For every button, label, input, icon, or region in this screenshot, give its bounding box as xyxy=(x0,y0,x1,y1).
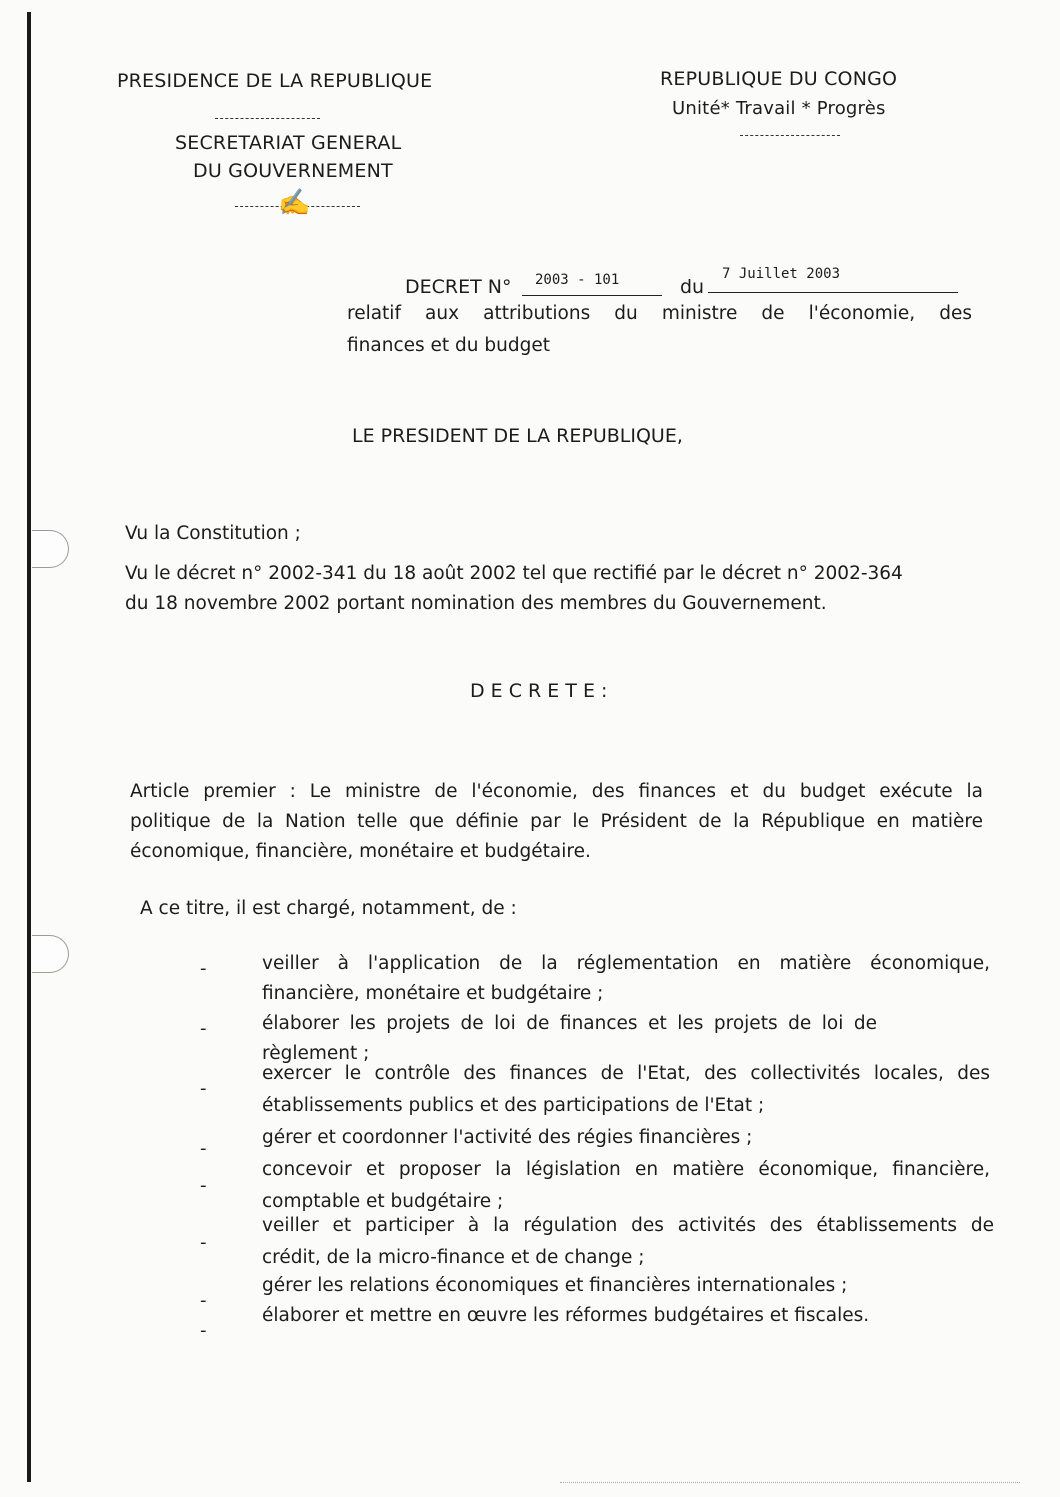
list-item-continued: règlement ; xyxy=(262,1043,370,1064)
header-devise: Unité* Travail * Progrès xyxy=(672,98,886,119)
bullet-marker: - xyxy=(200,958,207,979)
decree-du: du xyxy=(680,276,705,298)
visa-decree-line2: du 18 novembre 2002 portant nomination des membres du Gouvernement. xyxy=(125,593,827,614)
list-item: concevoir et proposer la législation en matière économique, financière, xyxy=(262,1159,990,1180)
article1-lead: Article premier xyxy=(130,781,276,802)
decree-number: 2003 - 101 xyxy=(535,272,620,288)
decree-subject-line1: relatif aux attributions du ministre de l'économie, des xyxy=(347,303,972,324)
list-item: élaborer et mettre en œuvre les réformes budgétaires et fiscales. xyxy=(262,1305,870,1326)
visa-constitution: Vu la Constitution ; xyxy=(125,523,301,544)
list-item: élaborer les projets de loi de finances et les projets de loi de xyxy=(262,1013,877,1034)
punch-hole xyxy=(32,935,69,973)
header-divider xyxy=(215,118,320,119)
header-secretariat: SECRETARIAT GENERAL xyxy=(175,132,402,154)
list-item: gérer les relations économiques et financières internationales ; xyxy=(262,1275,848,1296)
scan-artifact-divider xyxy=(560,1482,1020,1483)
bullet-marker: - xyxy=(200,1290,207,1311)
bullet-marker: - xyxy=(200,1078,207,1099)
decree-label: DECRET N° xyxy=(405,276,512,298)
list-item-continued: financière, monétaire et budgétaire ; xyxy=(262,983,604,1004)
header-presidence: PRESIDENCE DE LA REPUBLIQUE xyxy=(117,70,433,92)
list-item: gérer et coordonner l'activité des régies financières ; xyxy=(262,1127,753,1148)
list-item: exercer le contrôle des finances de l'Etat, des collectivités locales, des xyxy=(262,1063,990,1084)
list-item: veiller à l'application de la réglementation en matière économique, xyxy=(262,953,990,974)
header-divider xyxy=(740,135,840,136)
list-item: veiller et participer à la régulation des activités des établissements de xyxy=(262,1215,994,1236)
article1-line2: politique de la Nation telle que définie par le Président de la République en matière xyxy=(130,811,983,832)
decree-date: 7 Juillet 2003 xyxy=(722,266,841,282)
decree-date-line xyxy=(708,292,958,293)
article1-text: : Le ministre de l'économie, des finances et du budget exécute la xyxy=(275,781,984,802)
bullet-marker: - xyxy=(200,1175,207,1196)
bullet-marker: - xyxy=(200,1320,207,1341)
decree-number-line xyxy=(522,295,662,296)
article1-line1 xyxy=(130,778,983,807)
decrete-heading: D E C R E T E : xyxy=(470,680,608,702)
bullet-marker: - xyxy=(200,1018,207,1039)
punch-hole xyxy=(32,530,69,568)
header-republique: REPUBLIQUE DU CONGO xyxy=(660,68,898,90)
decree-subject-line2: finances et du budget xyxy=(347,335,550,356)
header-gouvernement: DU GOUVERNEMENT xyxy=(193,160,393,182)
article1-intro: A ce titre, il est chargé, notamment, de : xyxy=(140,898,517,919)
visa-decree-line1: Vu le décret n° 2002-341 du 18 août 2002 tel que rectifié par le décret n° 2002-364 xyxy=(125,563,903,584)
binder-edge xyxy=(27,12,31,1482)
initials-mark-icon: ✍ xyxy=(278,188,311,218)
list-item-continued: établissements publics et des participations de l'Etat ; xyxy=(262,1095,765,1116)
president-heading: LE PRESIDENT DE LA REPUBLIQUE, xyxy=(352,425,683,447)
bullet-marker: - xyxy=(200,1138,207,1159)
article1-line3: économique, financière, monétaire et budgétaire. xyxy=(130,841,591,862)
list-item-continued: crédit, de la micro-finance et de change ; xyxy=(262,1247,645,1268)
bullet-marker: - xyxy=(200,1232,207,1253)
list-item-continued: comptable et budgétaire ; xyxy=(262,1191,504,1212)
